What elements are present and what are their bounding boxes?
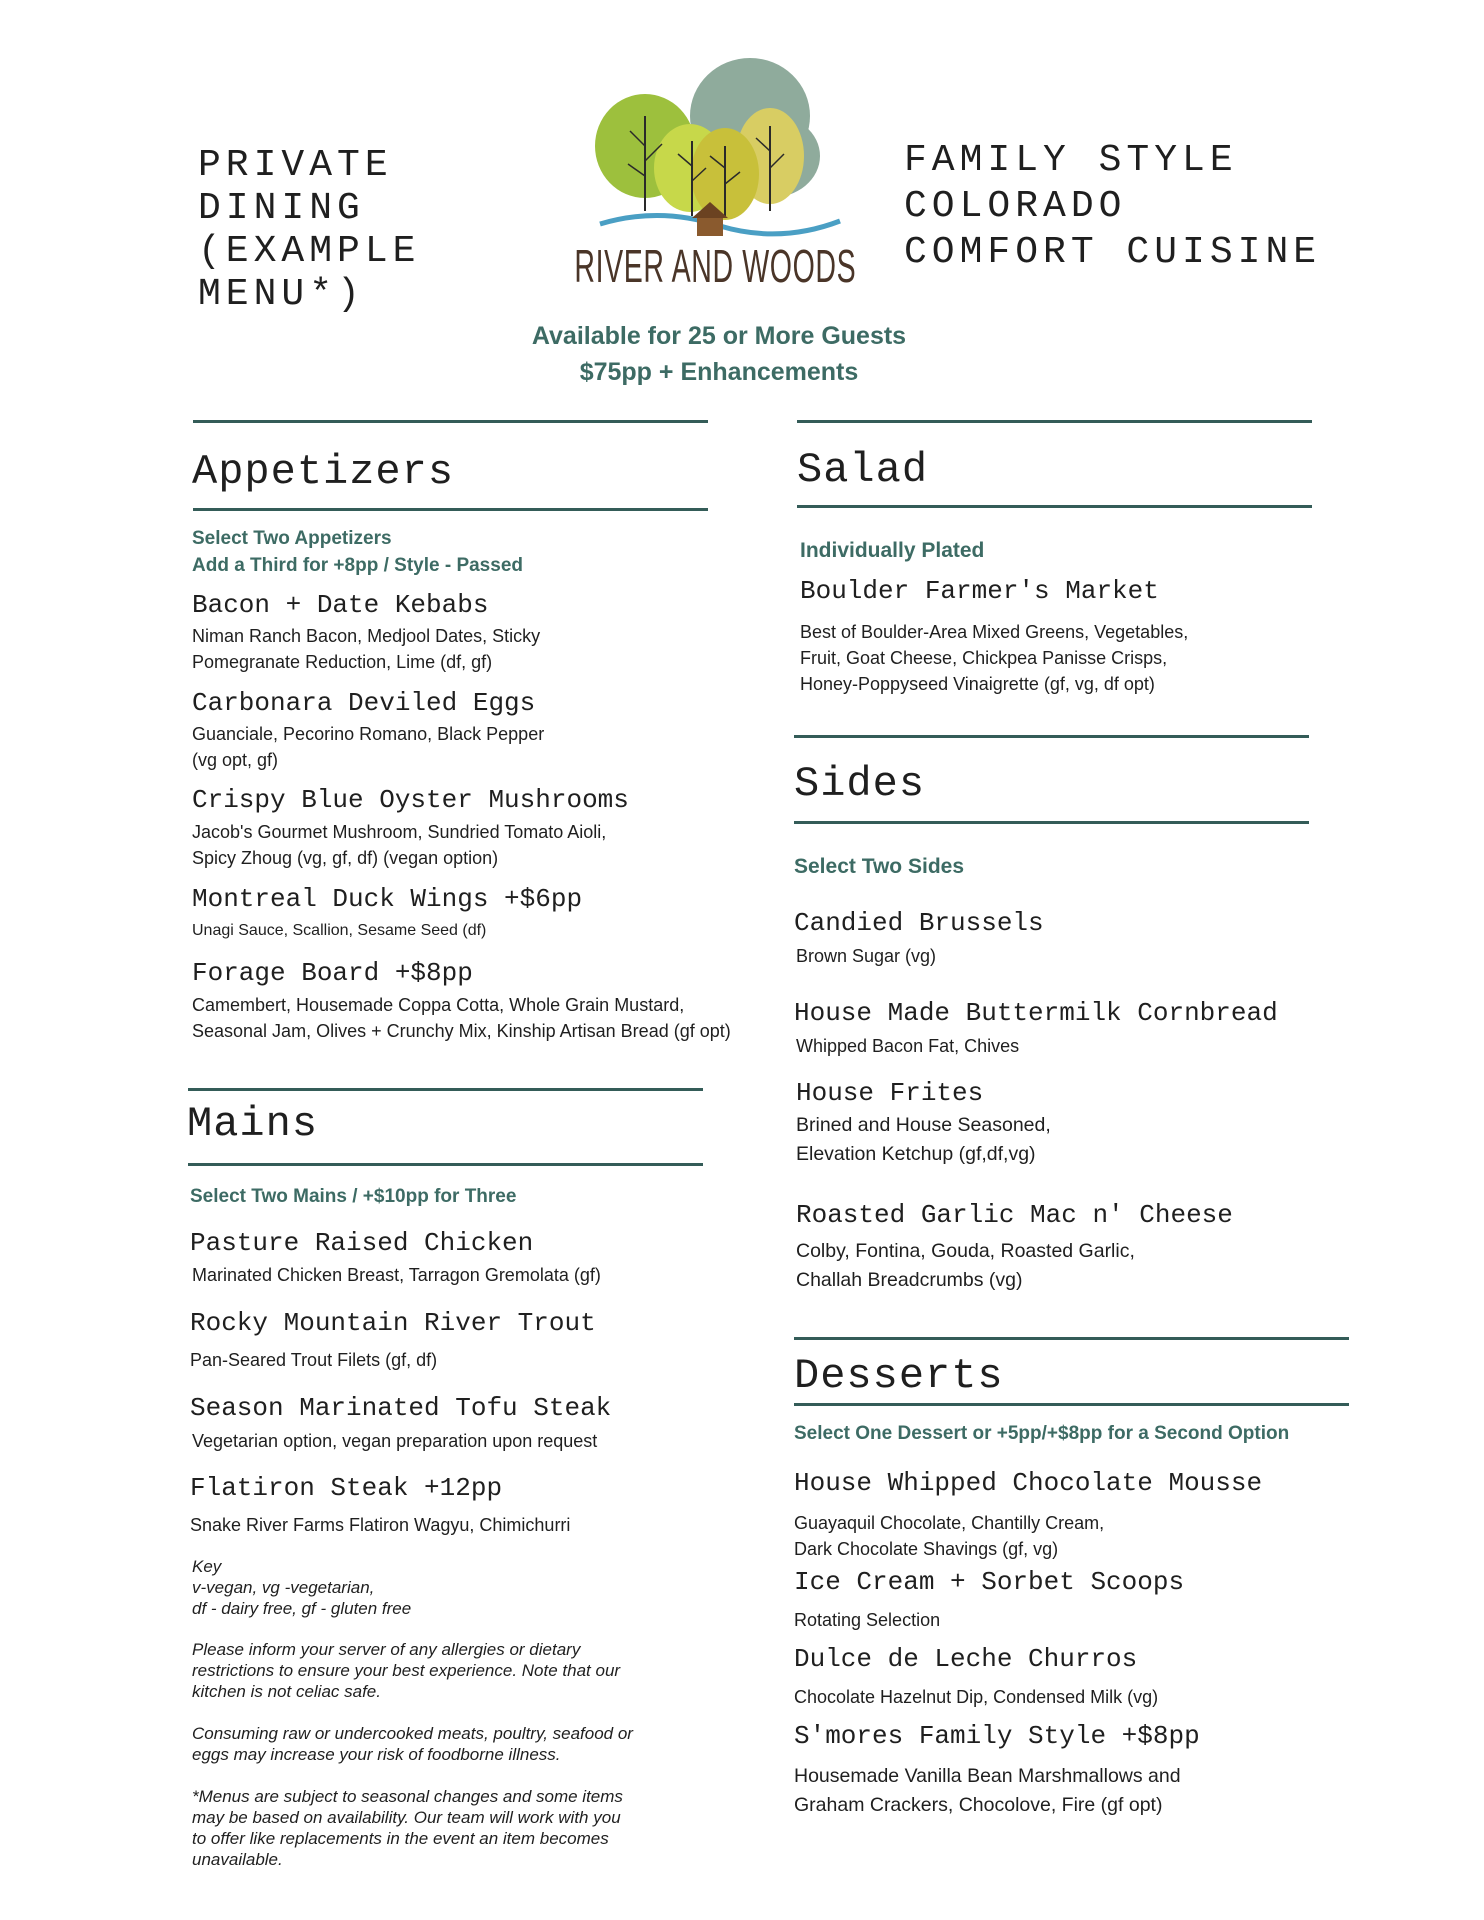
menu-item-description: Niman Ranch Bacon, Medjool Dates, Sticky Pomegranate Reduction, Lime (df, gf) — [192, 626, 541, 672]
menu-item-name: House Frites — [796, 1078, 984, 1108]
logo-text: RIVER AND WOODS — [574, 240, 856, 292]
menu-item-description: Whipped Bacon Fat, Chives — [796, 1036, 1020, 1056]
menu-item-description: Vegetarian option, vegan preparation upon request — [192, 1431, 598, 1451]
sides-heading: Sides — [794, 760, 926, 808]
mains-subtitle: Select Two Mains / +$10pp for Three — [190, 1186, 517, 1207]
raw-food-warning: Consuming raw or undercooked meats, poultry, seafood or eggs may increase your risk of foodborne illness. — [192, 1724, 633, 1764]
menu-item-description: Colby, Fontina, Gouda, Roasted Garlic, Challah Breadcrumbs (vg) — [796, 1240, 1135, 1291]
desserts-subtitle: Select One Dessert or +5pp/+$8pp for a Second Option — [794, 1423, 1290, 1444]
menu-item-name: House Made Buttermilk Cornbread — [794, 998, 1278, 1028]
dietary-key: Key v-vegan, vg -vegetarian, df - dairy free, gf - gluten free — [192, 1557, 412, 1618]
menu-item-description: Brined and House Seasoned, Elevation Ketchup (gf,df,vg) — [796, 1114, 1051, 1165]
menu-item-name: Rocky Mountain River Trout — [190, 1308, 596, 1338]
availability-info: Available for 25 or More Guests $75pp + Enhancements — [531, 322, 907, 386]
menu-item-description: Rotating Selection — [794, 1610, 941, 1630]
salad-subtitle: Individually Plated — [800, 539, 985, 562]
menu-item-description: Chocolate Hazelnut Dip, Condensed Milk (vg) — [794, 1687, 1159, 1707]
sides-subtitle: Select Two Sides — [794, 855, 964, 878]
menu-item-description: Unagi Sauce, Scallion, Sesame Seed (df) — [192, 922, 487, 939]
menu-item-description: Marinated Chicken Breast, Tarragon Gremolata (gf) — [192, 1265, 601, 1285]
divider — [193, 420, 708, 423]
river-and-woods-logo — [570, 56, 860, 301]
menu-item-description: Brown Sugar (vg) — [796, 946, 937, 966]
mains-heading: Mains — [187, 1100, 319, 1148]
appetizers-subtitle: Select Two Appetizers Add a Third for +8pp / Style - Passed — [192, 528, 523, 576]
divider — [797, 420, 1312, 423]
left-title: PRIVATE DINING (EXAMPLE MENU*) — [198, 144, 421, 316]
divider — [797, 505, 1312, 508]
menu-item-name: Pasture Raised Chicken — [190, 1228, 534, 1258]
menu-item-description: Snake River Farms Flatiron Wagyu, Chimichurri — [190, 1515, 571, 1535]
menu-item-name: House Whipped Chocolate Mousse — [794, 1468, 1263, 1498]
divider — [794, 735, 1309, 738]
divider — [794, 1337, 1349, 1340]
divider — [188, 1163, 703, 1166]
seasonal-note: *Menus are subject to seasonal changes and some items may be based on availability. Our team will work with you to offer like replacements in the event an item becomes unavailable. — [192, 1787, 623, 1869]
divider — [193, 508, 708, 511]
menu-item-description: Camembert, Housemade Coppa Cotta, Whole Grain Mustard, Seasonal Jam, Olives + Crunchy Mix, Kinship Artisan Bread (gf opt) — [192, 995, 731, 1041]
menu-item-description: Guayaquil Chocolate, Chantilly Cream, Dark Chocolate Shavings (gf, vg) — [794, 1513, 1105, 1559]
divider — [794, 821, 1309, 824]
allergy-note: Please inform your server of any allergies or dietary restrictions to ensure your best experience. Note that our kitchen is not celiac safe. — [192, 1640, 621, 1701]
right-title: FAMILY STYLE COLORADO COMFORT CUISINE — [904, 139, 1322, 274]
menu-item-name: Bacon + Date Kebabs — [192, 590, 489, 620]
divider — [794, 1403, 1349, 1406]
menu-item-description: Jacob's Gourmet Mushroom, Sundried Tomato Aioli, Spicy Zhoug (vg, gf, df) (vegan option) — [192, 822, 607, 868]
menu-item-description: Housemade Vanilla Bean Marshmallows and Graham Crackers, Chocolove, Fire (gf opt) — [794, 1765, 1181, 1816]
menu-item-name: Carbonara Deviled Eggs — [192, 688, 536, 718]
menu-item-name: Dulce de Leche Churros — [794, 1644, 1138, 1674]
menu-item-name: Season Marinated Tofu Steak — [190, 1393, 612, 1423]
menu-item-name: Crispy Blue Oyster Mushrooms — [192, 785, 629, 815]
divider — [188, 1088, 703, 1091]
menu-item-name: S'mores Family Style +$8pp — [794, 1721, 1200, 1751]
menu-item-name: Ice Cream + Sorbet Scoops — [794, 1567, 1185, 1597]
appetizers-heading: Appetizers — [192, 448, 455, 496]
menu-item-name: Candied Brussels — [794, 908, 1044, 938]
menu-item-name: Flatiron Steak +12pp — [190, 1473, 503, 1503]
menu-item-name: Roasted Garlic Mac n' Cheese — [796, 1200, 1233, 1230]
menu-item-name: Montreal Duck Wings +$6pp — [192, 884, 583, 914]
desserts-heading: Desserts — [794, 1352, 1004, 1400]
menu-item-description: Pan-Seared Trout Filets (gf, df) — [190, 1350, 438, 1370]
salad-heading: Salad — [797, 446, 929, 494]
menu-item-description: Best of Boulder-Area Mixed Greens, Vegetables, Fruit, Goat Cheese, Chickpea Panisse Crisps, Honey-Poppyseed Vinaigrette (gf, vg, df opt) — [800, 622, 1189, 694]
menu-item-name: Forage Board +$8pp — [192, 958, 473, 988]
menu-item-description: Guanciale, Pecorino Romano, Black Pepper (vg opt, gf) — [192, 724, 545, 770]
menu-item-name: Boulder Farmer's Market — [800, 576, 1159, 606]
